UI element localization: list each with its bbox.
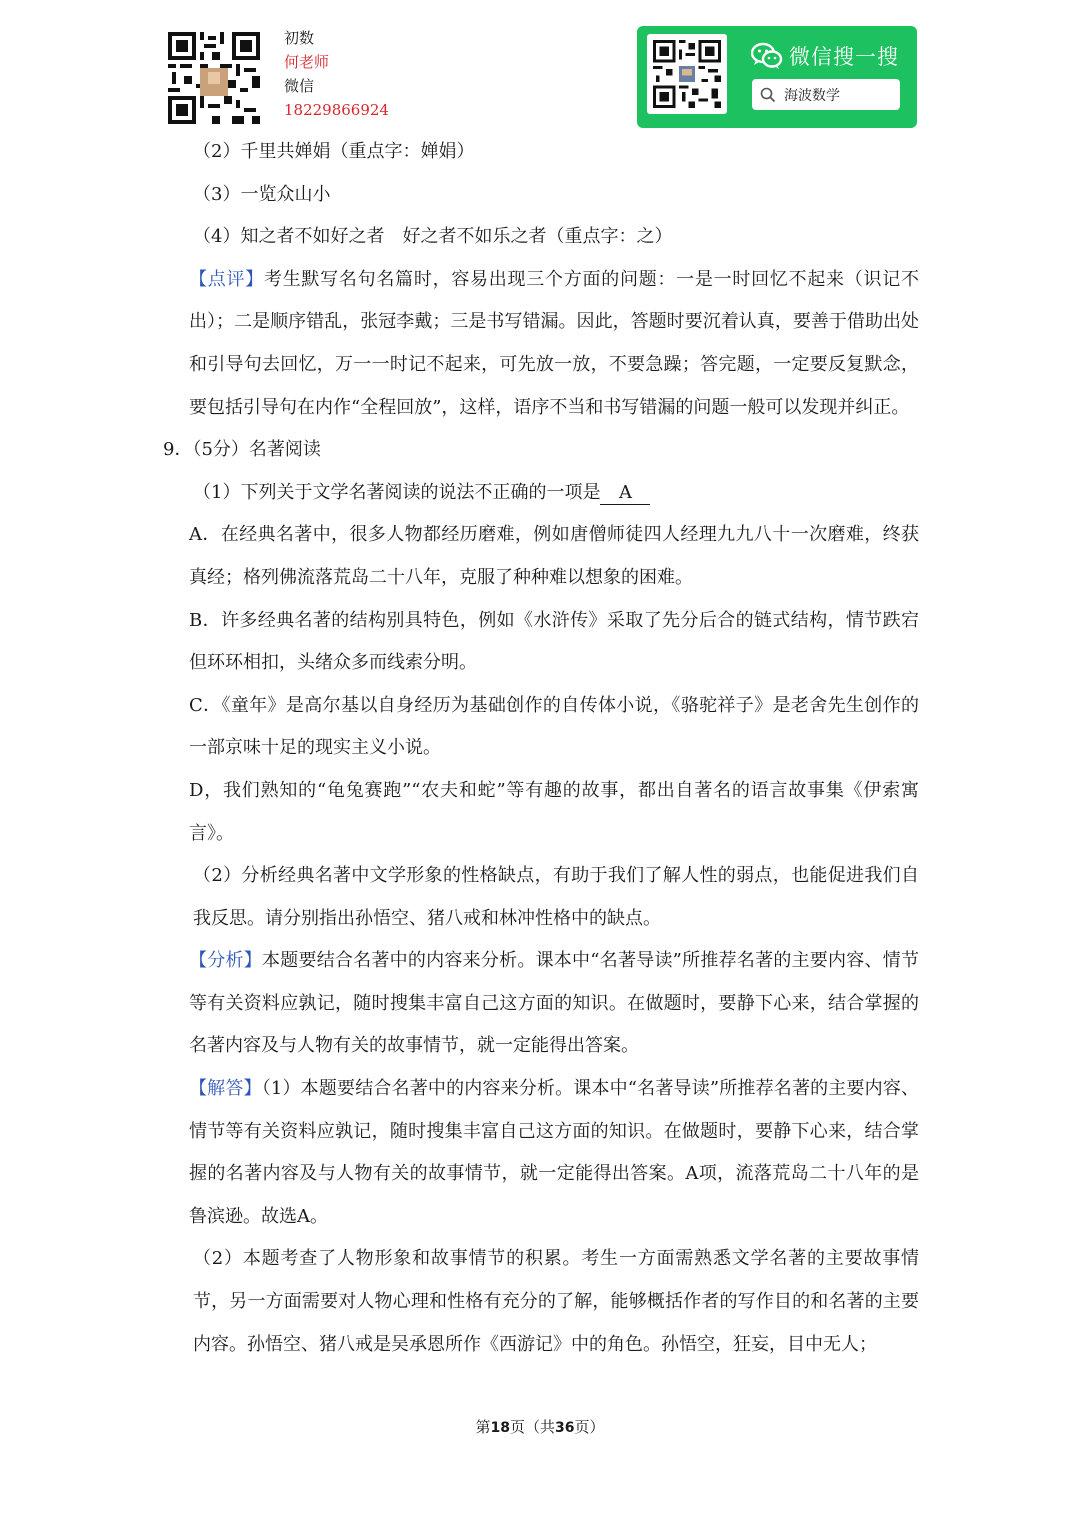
contact-qr-code: [168, 32, 260, 124]
wechat-qr-code: [647, 34, 727, 114]
comment-paragraph: [189, 259, 919, 429]
answer-line-4: （4）知之者不如好之者 好之者不如乐之者（重点字：之）: [193, 226, 673, 248]
contact-name: 何老师: [284, 53, 330, 71]
comment-tag: 【点评】: [189, 268, 264, 290]
page-footer: [0, 1416, 1080, 1437]
comment-text: 考生默写名句名篇时，容易出现三个方面的问题：一是一时回忆不起来（识记不出）；二是顺序错乱，张冠李戴；三是书写错漏。因此，答题时要沉着认真，要善于借助出处和引导句去回忆，万一一时记不起来，可先放一放，不要急躁；答完题，一定要反复默念，要包括引导句在内作“全程回放”，这样，语序不当和书写错漏的问题一般可以发现并纠正。: [189, 268, 920, 418]
analysis-paragraph: [189, 940, 919, 1068]
contact-phone: 18229866924: [284, 101, 389, 119]
wechat-search-field[interactable]: [752, 79, 900, 110]
wechat-search-query: 海波数学: [784, 88, 840, 104]
question-9-part-1-text: （1）下列关于文学名著阅读的说法不正确的一项是: [193, 481, 601, 503]
wechat-search-title: 微信搜一搜: [789, 45, 899, 69]
page-number: 18: [490, 1420, 510, 1436]
answer-text: （1）本题要结合名著中的内容来分析。课本中“名著导读”所推荐名著的主要内容、情节等有关资料应孰记，随时搜集丰富自己这方面的知识。在做题时，要静下心来，结合掌握的名著内容及与人物有关的故事情节，就一定能得出答案。A项，流落荒岛二十八年的是鲁滨逊。故选A。: [189, 1078, 919, 1227]
answer-paragraph: [189, 1068, 919, 1238]
footer-prefix: 第: [475, 1418, 491, 1436]
answer-line-2: （2）千里共婵娟（重点字：婵娟）: [193, 141, 475, 162]
wechat-logo-icon: [751, 42, 783, 70]
document-body: [163, 131, 920, 1366]
answer-tag: 【解答】: [189, 1078, 262, 1100]
search-icon: [760, 87, 776, 103]
answer-line-3: （3）一览众山小: [193, 183, 331, 205]
footer-middle: 页（共: [509, 1418, 555, 1436]
option-a: A．在经典名著中，很多人物都经历磨难，例如唐僧师徒四人经理九九八十一次磨难，终获真经；格列佛流落荒岛二十八年，克服了种种难以想象的困难。: [189, 524, 919, 588]
option-b: B．许多经典名著的结构别具特色，例如《水浒传》采取了先分后合的链式结构，情节跌宕但环环相扣，头绪众多而线索分明。: [189, 609, 919, 674]
teacher-contact: [284, 26, 389, 122]
contact-subject: 初数: [284, 29, 315, 47]
total-pages: 36: [555, 1420, 575, 1436]
answer-part-2: （2）本题考查了人物形象和故事情节的积累。考生一方面需熟悉文学名著的主要故事情节，另一方面需要对人物心理和性格有充分的了解，能够概括作者的写作目的和名著的主要内容。孙悟空、猪八戒是吴承恩所作《西游记》中的角色。孙悟空，狂妄，目中无人；: [193, 1248, 919, 1355]
analysis-tag: 【分析】: [189, 950, 262, 972]
question-9-part-2: （2）分析经典名著中文学形象的性格缺点，有助于我们了解人性的弱点，也能促进我们自我反思。请分别指出孙悟空、猪八戒和林冲性格中的缺点。: [193, 865, 919, 929]
question-9-part-1: [189, 472, 919, 515]
question-9-part-1-answer: A: [600, 482, 650, 505]
contact-wechat-label: 微信: [284, 77, 315, 95]
analysis-text: 本题要结合名著中的内容来分析。课本中“名著导读”所推荐名著的主要内容、情节等有关资料应孰记，随时搜集丰富自己这方面的知识。在做题时，要静下心来，结合掌握的名著内容及与人物有关的故事情节，就一定能得出答案。: [189, 950, 920, 1057]
option-c: C．《童年》是高尔基以自身经历为基础创作的自传体小说，《骆驼祥子》是老舍先生创作的一部京味十足的现实主义小说。: [189, 694, 919, 759]
wechat-search-banner[interactable]: [637, 26, 917, 128]
option-d: D，我们熟知的“龟兔赛跑”“农夫和蛇”等有趣的故事，都出自著名的语言故事集《伊索寓言》。: [189, 779, 919, 844]
question-9-title: 9．（5分）名著阅读: [163, 439, 321, 461]
footer-suffix: 页）: [574, 1418, 605, 1436]
